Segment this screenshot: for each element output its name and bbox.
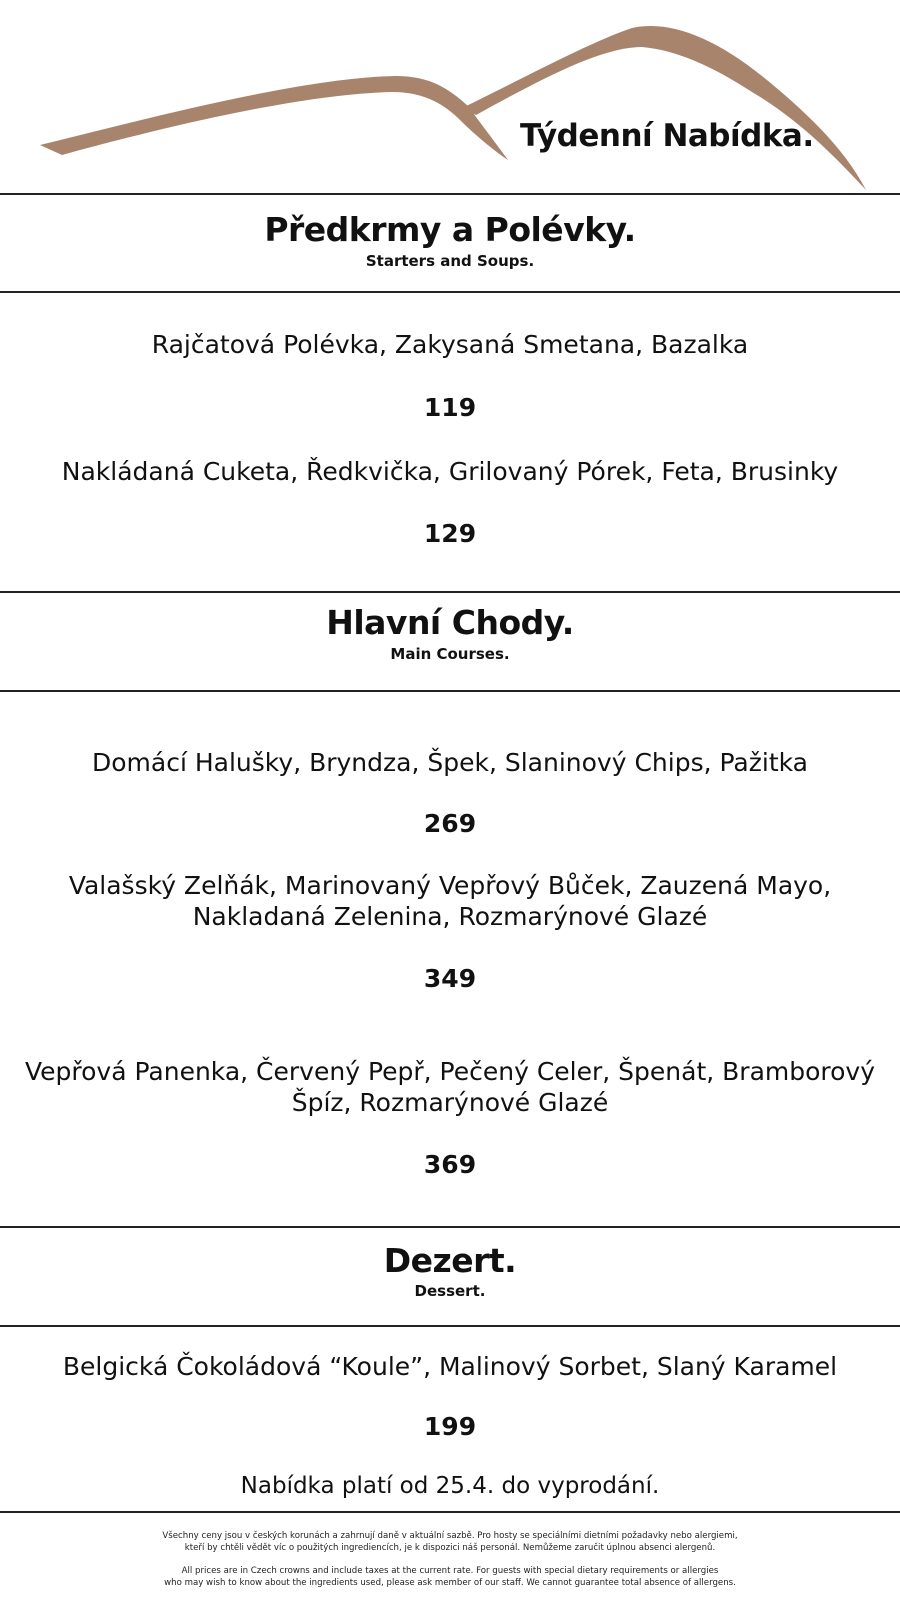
menu-item-price: 199 xyxy=(423,1412,477,1441)
menu-item-price: 119 xyxy=(423,393,477,422)
menu-item-name-cont: Nakladaná Zelenina, Rozmarýnové Glazé xyxy=(192,902,708,931)
divider xyxy=(0,690,900,692)
footer-note-en: All prices are in Czech crowns and include taxes at the current rate. For guests with special dietary requirements or allergies xyxy=(181,1566,719,1576)
brush-swoosh-logo xyxy=(0,0,900,195)
menu-item-name-cont: Špíz, Rozmarýnové Glazé xyxy=(291,1088,609,1117)
menu-item-name: Valašský Zelňák, Marinovaný Vepřový Bůček, Zauzená Mayo, xyxy=(68,871,832,900)
menu-item-price: 349 xyxy=(423,964,477,993)
divider xyxy=(0,1325,900,1327)
menu-item-price: 129 xyxy=(423,519,477,548)
divider xyxy=(0,193,900,195)
offer-validity: Nabídka platí od 25.4. do vyprodání. xyxy=(240,1473,660,1499)
section-title-starters: Předkrmy a Polévky. xyxy=(264,210,636,249)
divider xyxy=(0,1511,900,1513)
footer-note-cz-cont: kteří by chtěli vědět víc o použitých ingrediencích, je k dispozici náš personál. Nemůžeme zaručit úplnou absenci alergenů. xyxy=(184,1543,716,1553)
divider xyxy=(0,291,900,293)
section-title-main: Hlavní Chody. xyxy=(326,603,574,642)
menu-item-price: 369 xyxy=(423,1150,477,1179)
menu-item-name: Nakládaná Cuketa, Ředkvička, Grilovaný Pórek, Feta, Brusinky xyxy=(61,457,839,486)
menu-item-name: Belgická Čokoládová “Koule”, Malinový Sorbet, Slaný Karamel xyxy=(62,1352,838,1381)
menu-item-name: Rajčatová Polévka, Zakysaná Smetana, Bazalka xyxy=(151,330,749,359)
footer-note-cz: Všechny ceny jsou v českých korunách a zahrnují daně v aktuální sazbě. Pro hosty se speciálními dietními požadavky nebo alergiemi, xyxy=(162,1531,738,1541)
footer-note-en-cont: who may wish to know about the ingredients used, please ask member of our staff. We cannot guarantee total absence of allergens. xyxy=(164,1578,736,1588)
section-title-dessert: Dezert. xyxy=(383,1241,517,1280)
divider xyxy=(0,1226,900,1228)
menu-item-name: Vepřová Panenka, Červený Pepř, Pečený Celer, Špenát, Bramborový xyxy=(24,1057,876,1086)
section-subtitle-starters: Starters and Soups. xyxy=(365,252,535,270)
menu-item-name: Domácí Halušky, Bryndza, Špek, Slaninový Chips, Pažitka xyxy=(92,748,808,777)
menu-item-price: 269 xyxy=(423,809,477,838)
section-subtitle-dessert: Dessert. xyxy=(414,1282,486,1300)
divider xyxy=(0,591,900,593)
menu-title: Týdenní Nabídka. xyxy=(520,118,814,154)
section-subtitle-main: Main Courses. xyxy=(390,645,510,663)
